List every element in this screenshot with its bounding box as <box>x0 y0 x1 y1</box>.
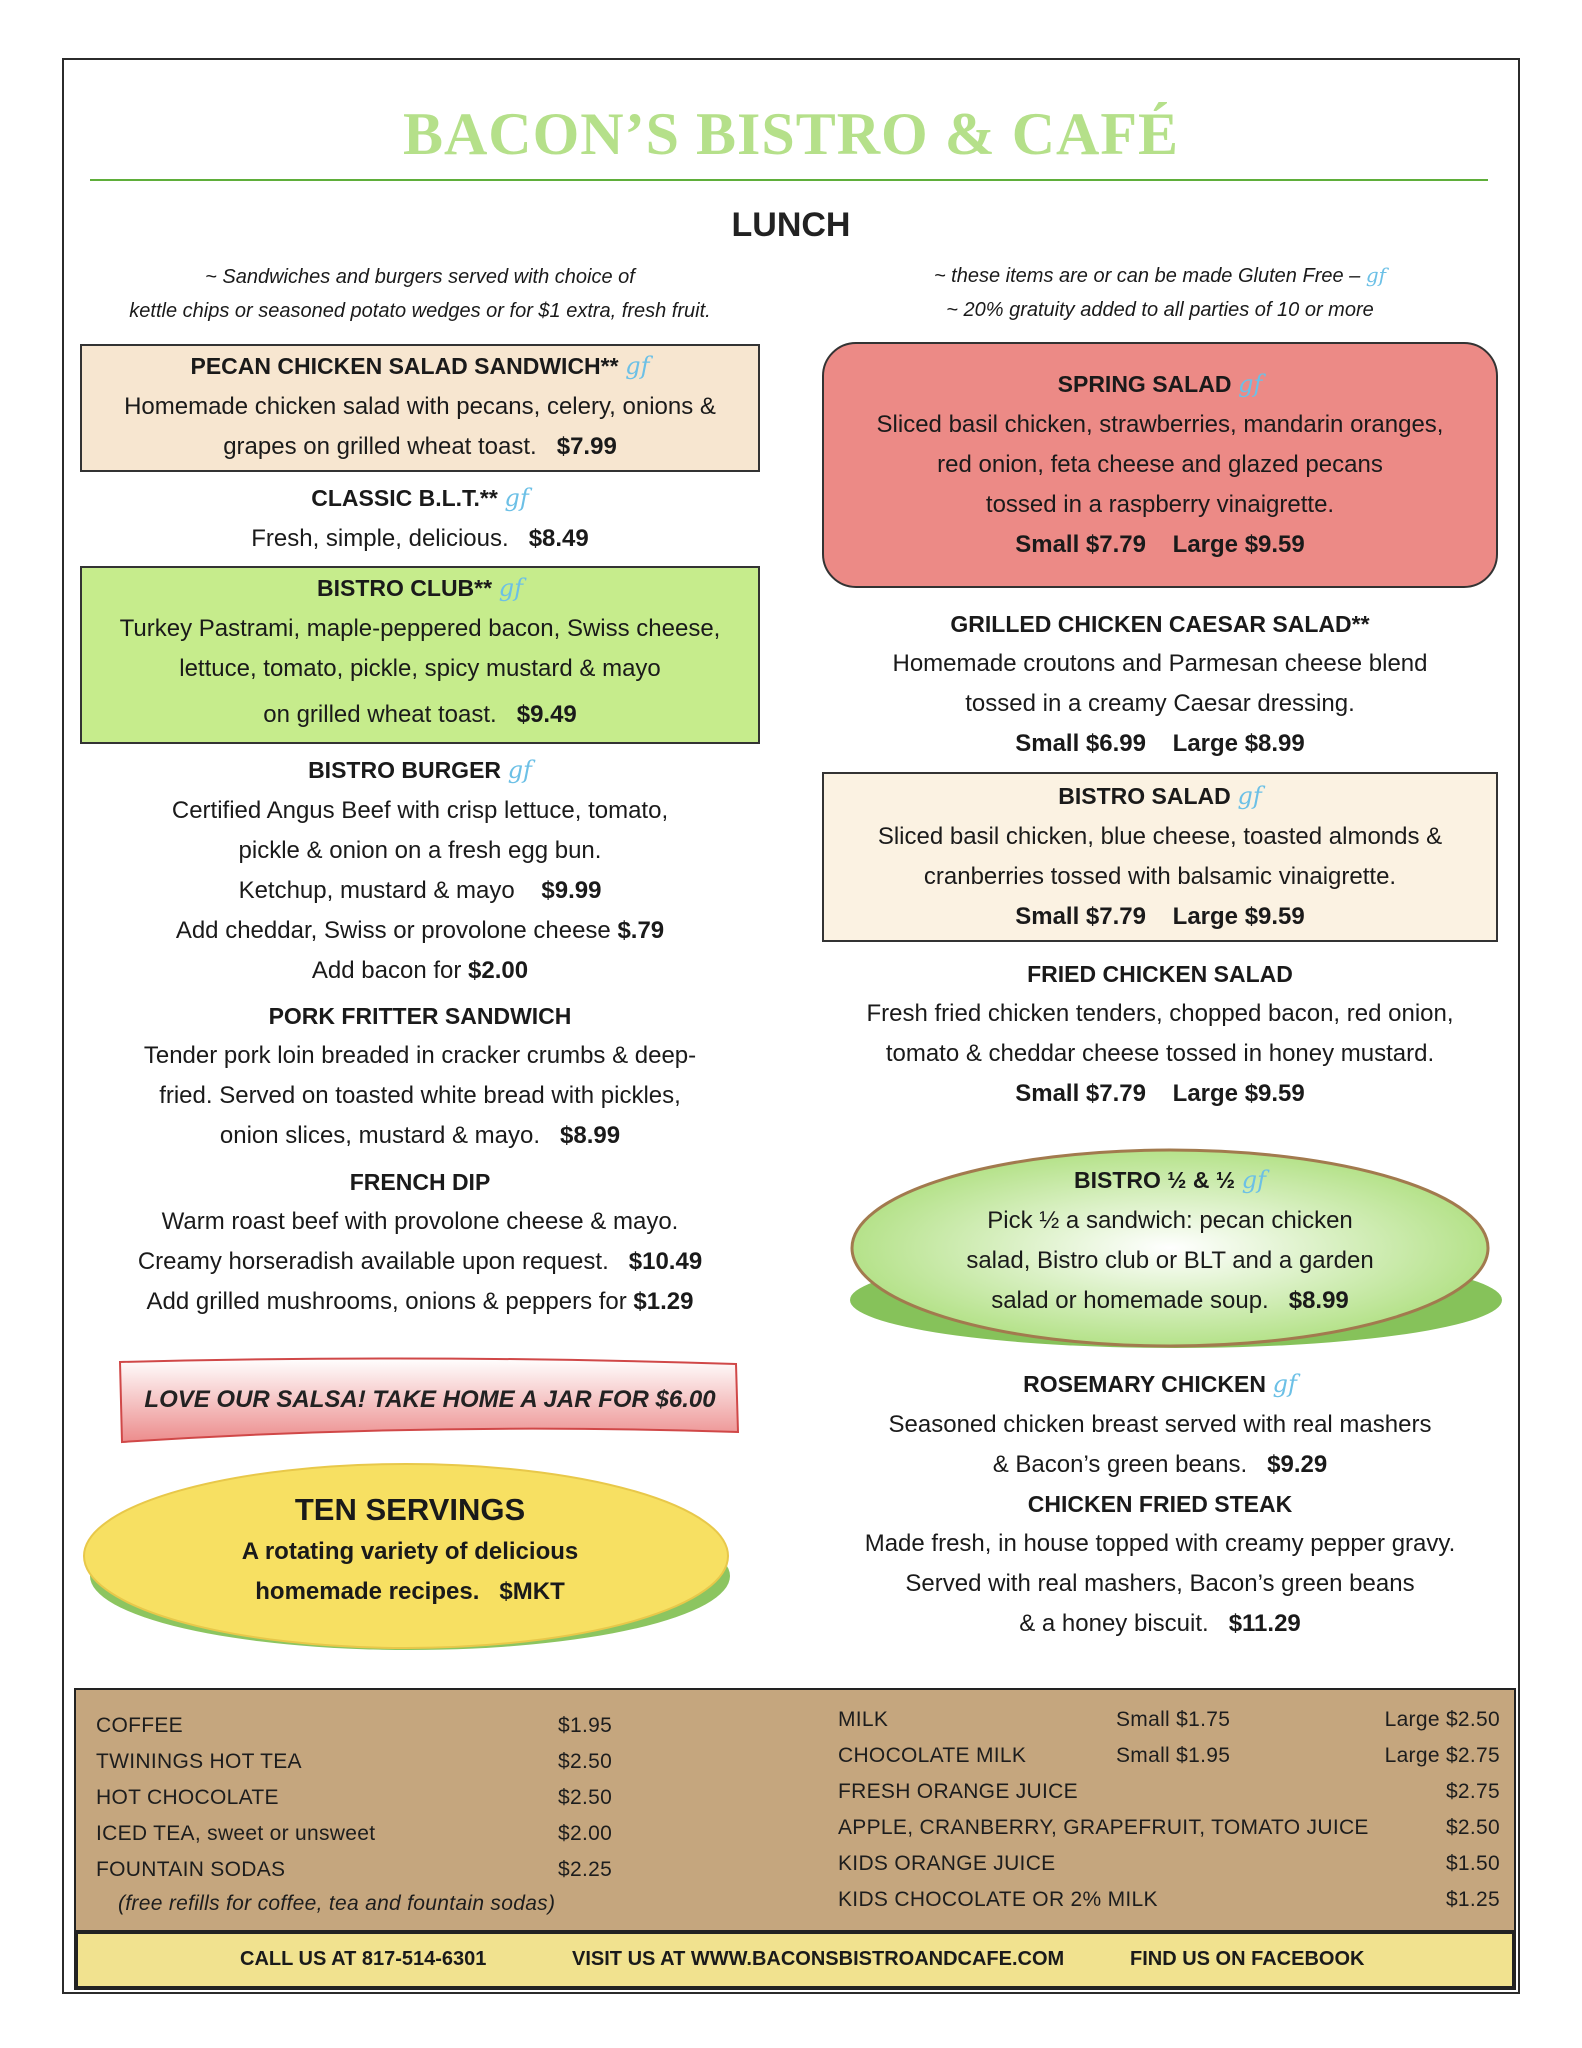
drink-price: $2.25 <box>558 1858 613 1881</box>
french-dip-item: FRENCH DIP Warm roast beef with provolone cheese & mayo. Creamy horseradish available upon request. $10.49 Add grilled mushrooms, onions & peppers for $1.29 <box>137 1169 703 1315</box>
drink-name: FRESH ORANGE JUICE <box>838 1780 1078 1803</box>
gf-note: ~ these items are or can be made Gluten Free – gf <box>933 263 1387 287</box>
pecan-chicken-item: PECAN CHICKEN SALAD SANDWICH** gf Homemade chicken salad with pecans, celery, onions & grapes on grilled wheat toast. $7.99 <box>124 352 716 460</box>
drink-price: Large $2.50 <box>1384 1708 1500 1731</box>
drink-price: $2.50 <box>558 1786 613 1809</box>
bistro-salad-item: BISTRO SALAD gf Sliced basil chicken, blue cheese, toasted almonds & cranberries tossed with balsamic vinaigrette. Small $7.79 Large $9.59 <box>877 782 1443 930</box>
classic-blt-item: CLASSIC B.L.T.** gf Fresh, simple, delicious. $8.49 <box>251 484 589 552</box>
drink-name: TWININGS HOT TEA <box>96 1750 302 1773</box>
refills-note: (free refills for coffee, tea and fountain sodas) <box>118 1892 556 1915</box>
website-link[interactable]: VISIT US AT WWW.BACONSBISTROANDCAFE.COM <box>572 1948 1065 1970</box>
chicken-fried-steak-item: CHICKEN FRIED STEAK Made fresh, in house topped with creamy pepper gravy. Served with real mashers, Bacon’s green beans & a honey biscuit. $11.29 <box>864 1491 1456 1637</box>
drink-price: $2.50 <box>558 1750 613 1773</box>
drink-name: FOUNTAIN SODAS <box>96 1858 286 1881</box>
section-title: LUNCH <box>731 206 851 244</box>
facebook-link[interactable]: FIND US ON FACEBOOK <box>1130 1948 1365 1970</box>
drink-small-price: Small $1.75 <box>1116 1708 1231 1731</box>
drink-price: Large $2.75 <box>1384 1744 1500 1767</box>
drink-price: $2.00 <box>558 1822 613 1845</box>
sides-note <box>80 260 760 328</box>
drink-name: APPLE, CRANBERRY, GRAPEFRUIT, TOMATO JUICE <box>838 1816 1369 1839</box>
sides-note-line1: ~ Sandwiches and burgers served with choice of <box>205 266 635 288</box>
drink-name: KIDS CHOCOLATE OR 2% MILK <box>838 1888 1158 1911</box>
rosemary-chicken-item: ROSEMARY CHICKEN gf Seasoned chicken breast served with real mashers & Bacon’s green beans. $9.29 <box>888 1370 1432 1478</box>
bistro-half-item: BISTRO ½ & ½ gf Pick ½ a sandwich: pecan chicken salad, Bistro club or BLT and a garden salad or homemade soup. $8.99 <box>966 1166 1374 1314</box>
fried-chicken-salad-item: FRIED CHICKEN SALAD Fresh fried chicken tenders, chopped bacon, red onion, tomato & cheddar cheese tossed in honey mustard. Small $7.79 Large $9.59 <box>866 961 1454 1107</box>
phone-number[interactable]: CALL US AT 817-514-6301 <box>240 1948 487 1970</box>
drink-name: CHOCOLATE MILK <box>838 1744 1027 1767</box>
drink-price: $1.25 <box>1445 1888 1500 1911</box>
caesar-salad-item: GRILLED CHICKEN CAESAR SALAD** Homemade croutons and Parmesan cheese blend tossed in a creamy Caesar dressing. Small $6.99 Large $8.99 <box>892 611 1428 757</box>
drinks-panel <box>74 1688 1516 1934</box>
sides-note-line2: kettle chips or seasoned potato wedges or for $1 extra, fresh fruit. <box>129 300 711 322</box>
drink-name: KIDS ORANGE JUICE <box>838 1852 1056 1875</box>
bistro-club-item: BISTRO CLUB** gf Turkey Pastrami, maple-peppered bacon, Swiss cheese, lettuce, tomato, pickle, spicy mustard & mayo on grilled wheat toast. $9.49 <box>119 574 721 728</box>
drink-small-price: Small $1.95 <box>1116 1744 1231 1767</box>
policy-note <box>820 258 1500 327</box>
title-divider <box>90 179 1488 181</box>
salsa-promo: LOVE OUR SALSA! TAKE HOME A JAR FOR $6.00 <box>144 1386 716 1413</box>
drink-name: MILK <box>838 1708 889 1731</box>
drink-price: $2.50 <box>1445 1816 1500 1839</box>
spring-salad-item: SPRING SALAD gf Sliced basil chicken, strawberries, mandarin oranges, red onion, feta cheese and glazed pecans tossed in a raspberry vinaigrette. Small $7.79 Large $9.59 <box>876 370 1444 558</box>
drink-name: HOT CHOCOLATE <box>96 1786 279 1809</box>
drink-price: $1.95 <box>558 1714 613 1737</box>
restaurant-title: BACON’S BISTRO & CAFÉ <box>402 101 1180 167</box>
ten-servings-item: TEN SERVINGS A rotating variety of delicious homemade recipes. $MKT <box>241 1492 579 1605</box>
drink-price: $1.50 <box>1445 1852 1500 1875</box>
drink-name: COFFEE <box>96 1714 183 1737</box>
drink-name: ICED TEA, sweet or unsweet <box>96 1822 376 1845</box>
drink-price: $2.75 <box>1445 1780 1500 1803</box>
bistro-burger-item: BISTRO BURGER gf Certified Angus Beef with crisp lettuce, tomato, pickle & onion on a fresh egg bun. Ketchup, mustard & mayo $9.99 Add cheddar, Swiss or provolone cheese $.79 Add bacon for $2.00 <box>171 756 669 984</box>
pork-fritter-item: PORK FRITTER SANDWICH Tender pork loin breaded in cracker crumbs & deep- fried. Served on toasted white bread with pickles, onion slices, mustard & mayo. $8.99 <box>143 1003 697 1149</box>
gratuity-note: ~ 20% gratuity added to all parties of 10 or more <box>946 299 1374 321</box>
footer-bar <box>74 1930 1516 1990</box>
